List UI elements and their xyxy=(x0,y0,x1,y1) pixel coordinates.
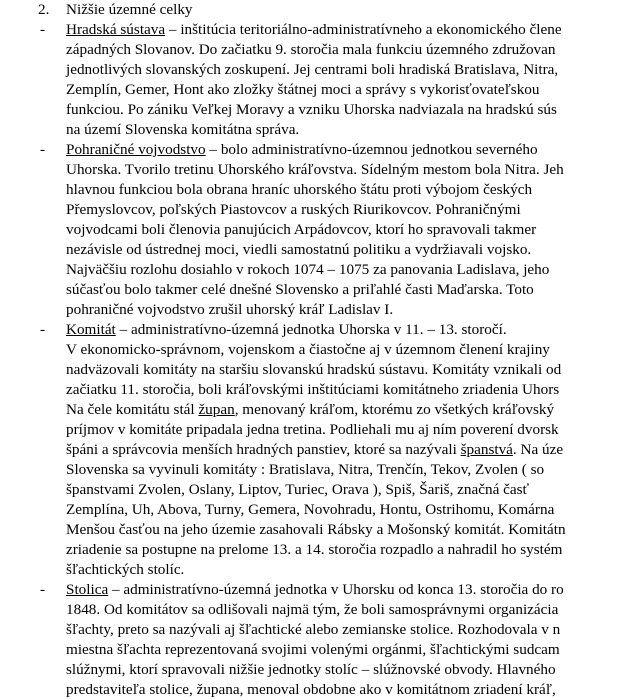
list-bullet: - xyxy=(40,141,46,158)
underlined-term: župan xyxy=(198,401,235,418)
text-line-content: 1848. Od komitátov sa odlišovali najmä tým, že boli samosprávnymi organizácia xyxy=(66,601,559,618)
text-line-content: západných Slovanov. Do začiatku 9. storočia mala funkciu územného združovan xyxy=(66,41,556,58)
text-line-content: slúžnymi, ktorí spravovali nižšie jednotky stolíc – slúžnovské obvody. Hlavného xyxy=(66,661,556,678)
section-number: 2. xyxy=(38,1,50,18)
text-line-content: predstaviteľa stolice, župana, menoval obdobne ako v komitátnom zriadení kráľ, xyxy=(66,681,556,698)
term-heading: Pohraničné vojvodstvo xyxy=(66,141,206,158)
text-line-content: Najväčšiu rozlohu dosiahlo v rokoch 1074 – 1075 za panovania Ladislava, jeho xyxy=(66,261,550,278)
text-line-content xyxy=(66,400,554,420)
text-line-content: príjmov v komitáte pripadala jedna tretina. Podliehali mu aj ním poverení dvorsk xyxy=(66,421,559,438)
term-heading: Hradská sústava xyxy=(66,21,166,38)
text-run: Na čele komitátu stál xyxy=(66,401,199,418)
text-line-content: šľachty, preto sa nazývali aj šľachtické alebo zemianske stolice. Rozhodovala v n xyxy=(66,621,561,638)
section-title: Nižšie územné celky xyxy=(66,1,193,18)
text-line-content: pohraničné vojvodstvo zrušil uhorský kráľ Ladislav I. xyxy=(66,301,394,318)
text-run: – bolo administratívno-územnou jednotkou severného xyxy=(205,141,538,158)
text-line-content: Přemyslovcov, poľských Piastovcov a ruských Riurikovcov. Pohraničnými xyxy=(66,201,521,218)
list-item-text xyxy=(66,580,564,600)
list-bullet: - xyxy=(40,21,46,38)
list-bullet: - xyxy=(40,581,46,598)
text-line-content: nezávisle od ústrednej moci, viedli samostatnú politiku a vydržiavali vojsko. xyxy=(66,241,532,258)
text-run: , menovaný kráľom, ktorému zo všetkých kráľovský xyxy=(234,401,555,418)
text-line-content: miestna šľachta reprezentovaná svojimi volenými orgánmi, šľachtickými sudcam xyxy=(66,641,560,658)
text-run: – administratívno-územná jednotka v Uhorsku od konca 13. storočia do ro xyxy=(108,581,564,598)
term-heading: Stolica xyxy=(66,581,109,598)
term-heading: Komitát xyxy=(66,321,116,338)
text-line-content: Slovenska sa vyvinuli komitáty : Bratislava, Nitra, Trenčín, Tekov, Zvolen ( so xyxy=(66,461,545,478)
list-item-text xyxy=(66,140,538,160)
text-line-content: vojvodcami boli členovia panujúcich Arpádovcov, ktorí ho spravovali takmer xyxy=(66,221,537,238)
underlined-term: španstvá xyxy=(460,441,513,458)
text-line-content: jednotlivých slovanských zoskupení. Jej centrami boli hradiská Bratislava, Nitra, xyxy=(66,61,559,78)
text-run: . Na úze xyxy=(512,441,564,458)
text-line-content: na území Slovenska komitátna správa. xyxy=(66,121,300,138)
text-line-content: Zemplína, Uh, Abova, Turny, Gemera, Novohradu, Hontu, Ostrihomu, Komárna xyxy=(66,501,555,518)
text-run: špáni a správcovia menších hradných panstiev, ktoré sa nazývali xyxy=(66,441,461,458)
text-run: – inštitúcia teritoriálno-administratívneho a ekonomického člene xyxy=(165,21,562,38)
list-item-text xyxy=(66,20,562,40)
text-line-content: začiatku 11. storočia, boli kráľovskými inštitúciami komitátneho zriadenia Uhors xyxy=(66,381,560,398)
text-line-content: Menšou časťou na jeho územie zasahovali Rábsky a Mošonský komitát. Komitátn xyxy=(66,521,566,538)
text-line-content: Zemplín, Gemer, Hont ako zložky štátnej moci a správy s vykorisťovateľskou xyxy=(66,81,540,98)
text-line-content: súčasťou bolo takmer celé dnešné Slovensko a priľahlé časti Maďarska. Toto xyxy=(66,281,534,298)
text-line-content: Uhorska. Tvorilo tretinu Uhorského kráľovstva. Sídelným mestom bola Nitra. Jeh xyxy=(66,161,564,178)
text-line-content: V ekonomicko-správnom, vojenskom a čiastočne aj v územnom členení krajiny xyxy=(66,341,550,358)
text-line-content xyxy=(66,440,563,460)
text-run: – administratívno-územná jednotka Uhorska v 11. – 13. storočí. xyxy=(115,321,507,338)
text-line-content: španstvami Zvolen, Oslany, Liptov, Turiec, Orava ), Spiš, Šariš, značná časť xyxy=(66,481,530,498)
text-line-content: šľachtických stolíc. xyxy=(66,561,185,578)
text-line-content: nadväzovali komitáty na staršiu slovanskú hradskú sústavu. Komitáty vznikali od xyxy=(66,361,562,378)
list-item-text xyxy=(66,320,507,340)
text-line-content: hlavnou funkciou bola obrana hraníc uhorského štátu proti výbojom českých xyxy=(66,181,533,198)
text-line-content: funkciou. Po zániku Veľkej Moravy a vzniku Uhorska nadviazala na hradskú sús xyxy=(66,101,557,118)
text-line-content: zriadenie sa postupne na prelome 13. a 14. storočia rozpadlo a nahradil ho systém xyxy=(66,541,563,558)
list-bullet: - xyxy=(40,321,46,338)
